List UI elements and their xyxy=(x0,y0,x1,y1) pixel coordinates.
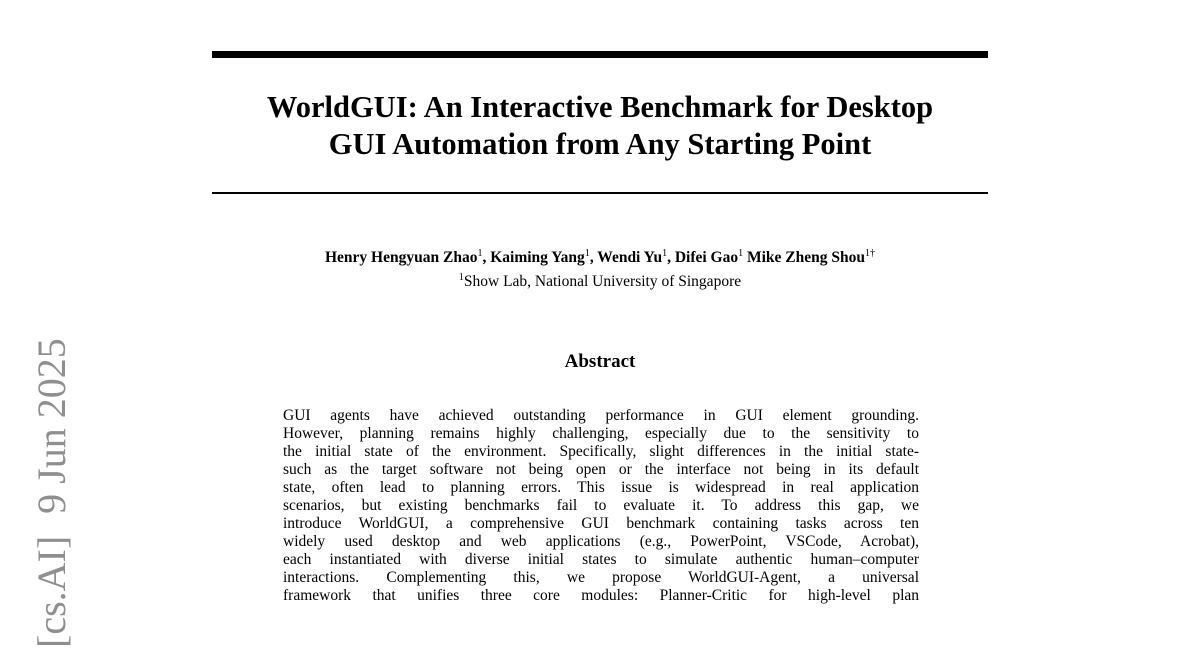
author-separator: , xyxy=(482,249,491,266)
arxiv-date: 9 Jun 2025 xyxy=(29,338,74,514)
abstract-line: introduce WorldGUI, a comprehensive GUI benchmark containing tasks across ten xyxy=(283,515,919,533)
abstract-heading: Abstract xyxy=(564,351,636,372)
abstract-line: interactions. Complementing this, we propose WorldGUI-Agent, a universal xyxy=(283,569,919,587)
author-name: Mike Zheng Shou xyxy=(746,249,865,266)
author-name: Kaiming Yang xyxy=(490,249,585,266)
author-name: Wendi Yu xyxy=(597,249,663,266)
abstract-line: state, often lead to planning errors. This issue is widespread in real application xyxy=(283,479,919,497)
abstract-line: such as the target software not being open or the interface not being in its default xyxy=(283,461,919,479)
author-list xyxy=(150,248,1050,268)
abstract-line: scenarios, but existing benchmarks fail to evaluate it. To address this gap, we xyxy=(283,497,919,515)
author-affil-mark: 1† xyxy=(864,248,875,259)
arxiv-category: [cs.AI] xyxy=(29,535,74,648)
author-separator: , xyxy=(589,249,598,266)
author-separator: , xyxy=(667,249,675,266)
abstract-line: the initial state of the environment. Specifically, slight differences in the initial state- xyxy=(283,443,919,461)
abstract-body xyxy=(283,407,919,606)
abstract-line: framework that unifies three core modules: Planner-Critic for high-level plan xyxy=(283,587,919,605)
author-name: Difei Gao xyxy=(674,249,739,266)
affiliation xyxy=(150,272,1050,292)
title-line: GUI Automation from Any Starting Point xyxy=(328,127,872,161)
paper-title xyxy=(212,89,988,163)
abstract-line: each instantiated with diverse initial states to simulate authentic human–computer xyxy=(283,551,919,569)
author-affil-mark: 1 xyxy=(477,248,483,259)
author-name: Henry Hengyuan Zhao xyxy=(325,249,478,266)
author-affil-mark: 1 xyxy=(584,248,590,259)
abstract-line: GUI agents have achieved outstanding performance in GUI element grounding. xyxy=(283,407,919,424)
affiliation-text: Show Lab, National University of Singapore xyxy=(463,273,742,290)
author-affil-mark: 1 xyxy=(662,248,668,259)
abstract-line: However, planning remains highly challenging, especially due to the sensitivity to xyxy=(283,425,919,443)
affiliation-mark: 1 xyxy=(458,272,464,283)
title-line: WorldGUI: An Interactive Benchmark for Desktop xyxy=(266,90,934,124)
title-top-rule xyxy=(212,51,988,58)
author-affil-mark: 1 xyxy=(738,248,744,259)
arxiv-side-stamp xyxy=(30,338,74,648)
title-bottom-rule xyxy=(212,192,988,194)
abstract-line: widely used desktop and web applications (e.g., PowerPoint, VSCode, Acrobat), xyxy=(283,533,919,551)
